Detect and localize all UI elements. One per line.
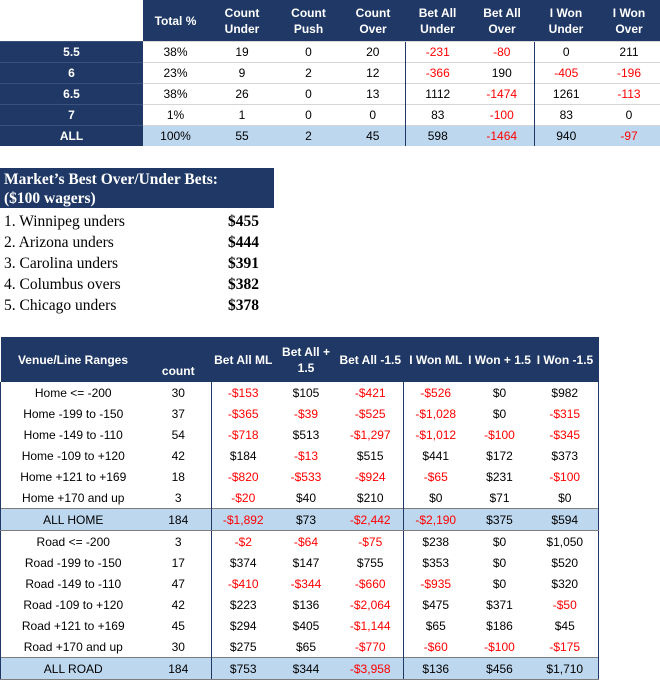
venue-value: $45 (532, 615, 599, 636)
venue-value: $373 (532, 445, 599, 466)
venue-value: $0 (492, 406, 507, 421)
venue-value: $320 (532, 573, 599, 594)
venue-value: $0 (532, 487, 599, 509)
venue-range-label: Home -199 to -150 (1, 403, 146, 424)
venue-range-label: Road -109 to +120 (1, 594, 146, 615)
summary-line-label: 6.5 (0, 84, 143, 105)
summary-row (0, 105, 660, 126)
venue-value: -$820 (212, 466, 275, 487)
over-under-summary-table (0, 0, 660, 146)
venue-value: $0 (492, 385, 507, 400)
summary-cell: 83 (405, 105, 470, 126)
summary-cell: 0 (598, 105, 660, 126)
venue-row (1, 594, 599, 615)
venue-value: -$64 (293, 534, 319, 549)
venue-value: $1,710 (532, 658, 599, 680)
header-i-won-over: I Won Over (598, 0, 660, 42)
market-bet-amount: $444 (228, 233, 259, 251)
summary-cell: -100 (470, 105, 534, 126)
venue-value: -$1,297 (349, 427, 391, 442)
venue-value: -$100 (484, 427, 515, 442)
venue-value: -$345 (532, 424, 599, 445)
market-bet-amount: $382 (228, 275, 259, 293)
venue-value: $275 (212, 636, 275, 658)
venue-range-label: ALL ROAD (1, 658, 146, 680)
venue-value: $0 (404, 487, 468, 509)
summary-line-label: ALL (0, 126, 143, 147)
venue-value: -$526 (404, 382, 468, 403)
market-bet-label: 1. Winnipeg unders (4, 212, 125, 230)
summary-line-label: 6 (0, 63, 143, 84)
venue-count: 184 (146, 509, 212, 531)
venue-value: -$2,190 (404, 509, 468, 531)
venue-value: $475 (404, 594, 468, 615)
market-best-bets-list (0, 211, 274, 316)
summary-cell: 55 (208, 126, 276, 147)
venue-value: -$315 (532, 403, 599, 424)
venue-value: $371 (486, 597, 513, 612)
summary-cell: -113 (598, 84, 660, 105)
venue-count: 47 (171, 576, 185, 591)
venue-range-label: Road -199 to -150 (1, 552, 146, 573)
venue-value: -$344 (290, 576, 322, 591)
venue-value: -$2,442 (338, 509, 404, 531)
venue-value: $982 (532, 382, 599, 403)
market-bet-label: 2. Arizona unders (4, 233, 114, 251)
venue-value: -$1,012 (404, 424, 468, 445)
summary-cell: 1% (143, 105, 208, 126)
venue-value: $105 (292, 385, 320, 400)
venue-value: $231 (486, 469, 513, 484)
summary-cell: 0 (276, 84, 341, 105)
venue-value: $210 (356, 490, 384, 505)
venue-value: -$65 (404, 466, 468, 487)
venue-range-label: Home +170 and up (1, 487, 146, 509)
venue-count: 3 (174, 534, 182, 549)
header-bet-all-plus-1-5: Bet All + 1.5 (275, 337, 338, 382)
summary-line-label: 5.5 (0, 42, 143, 63)
venue-value: -$525 (354, 406, 386, 421)
summary-cell: 1261 (534, 84, 598, 105)
summary-cell: 19 (208, 42, 276, 63)
venue-row (1, 531, 599, 553)
venue-value: $65 (295, 639, 317, 654)
venue-value: $71 (489, 490, 510, 505)
summary-cell: 100% (143, 126, 208, 147)
venue-value: -$410 (212, 573, 275, 594)
venue-total-row (1, 658, 599, 680)
summary-cell: 211 (598, 42, 660, 63)
venue-range-label: Home -109 to +120 (1, 445, 146, 466)
venue-value: -$50 (532, 594, 599, 615)
summary-cell: 0 (341, 105, 405, 126)
venue-header-row (1, 337, 599, 382)
venue-value: $405 (292, 618, 320, 633)
venue-value: -$39 (293, 406, 319, 421)
venue-value: $136 (292, 597, 320, 612)
venue-value: -$718 (212, 424, 275, 445)
header-i-won-ml: I Won ML (404, 337, 468, 382)
venue-total-row (1, 509, 599, 531)
venue-count: 17 (171, 555, 185, 570)
summary-row (0, 42, 660, 63)
venue-value: $374 (212, 552, 275, 573)
venue-row (1, 552, 599, 573)
header-count-under: Count Under (208, 0, 276, 42)
venue-row (1, 403, 599, 424)
summary-cell: 20 (341, 42, 405, 63)
venue-value: $515 (356, 448, 384, 463)
venue-value: $223 (212, 594, 275, 615)
market-bet-item (0, 232, 274, 253)
venue-value: -$153 (212, 382, 275, 403)
venue-value: -$13 (293, 448, 319, 463)
venue-value: -$2 (212, 531, 275, 553)
header-count-push: Count Push (276, 0, 341, 42)
summary-cell: -366 (405, 63, 470, 84)
venue-value: $520 (532, 552, 599, 573)
summary-cell: 45 (341, 126, 405, 147)
venue-value: $353 (404, 552, 468, 573)
venue-value: $0 (492, 576, 507, 591)
summary-cell: 0 (276, 105, 341, 126)
venue-row (1, 615, 599, 636)
venue-value: $136 (404, 658, 468, 680)
venue-row (1, 487, 599, 509)
venue-row (1, 445, 599, 466)
venue-value: $755 (356, 555, 384, 570)
header-venue-line-ranges: Venue/Line Ranges (1, 337, 146, 382)
market-best-bets-title (0, 168, 274, 208)
summary-cell: 1 (208, 105, 276, 126)
venue-range-label: Road +170 and up (1, 636, 146, 658)
venue-count: 30 (171, 639, 185, 654)
venue-count: 54 (171, 427, 185, 442)
venue-value: -$60 (404, 636, 468, 658)
market-bet-amount: $391 (228, 254, 259, 272)
venue-value: $172 (486, 448, 513, 463)
header-bet-all-ml: Bet All ML (212, 337, 275, 382)
venue-value: -$924 (354, 469, 386, 484)
market-bet-label: 5. Chicago unders (4, 296, 117, 314)
summary-cell: 940 (534, 126, 598, 147)
summary-cell: -196 (598, 63, 660, 84)
venue-range-label: Road <= -200 (1, 531, 146, 553)
venue-value: -$100 (484, 639, 515, 654)
venue-value: -$935 (404, 573, 468, 594)
summary-cell: 190 (470, 63, 534, 84)
venue-value: -$75 (358, 534, 383, 549)
summary-cell: 9 (208, 63, 276, 84)
market-bet-item (0, 211, 274, 232)
venue-row (1, 382, 599, 403)
venue-value: $456 (468, 658, 532, 680)
venue-value: $753 (212, 658, 275, 680)
venue-row (1, 466, 599, 487)
summary-cell: 2 (276, 126, 341, 147)
venue-row (1, 424, 599, 445)
venue-value: -$421 (354, 385, 386, 400)
market-bet-item (0, 253, 274, 274)
header-i-won-under: I Won Under (534, 0, 598, 42)
summary-cell: 0 (534, 42, 598, 63)
venue-count: 3 (174, 490, 182, 505)
venue-value: $238 (404, 531, 468, 553)
header-count: count (146, 337, 212, 382)
summary-total-row (0, 126, 660, 147)
summary-cell: -405 (534, 63, 598, 84)
market-bet-item (0, 295, 274, 316)
venue-range-label: Home +121 to +169 (1, 466, 146, 487)
market-bet-label: 3. Carolina unders (4, 254, 119, 272)
summary-cell: 38% (143, 84, 208, 105)
venue-value: $0 (492, 534, 507, 549)
venue-count: 42 (171, 448, 185, 463)
venue-line-ranges-table (0, 337, 599, 680)
venue-value: $375 (468, 509, 532, 531)
venue-value: $40 (295, 490, 317, 505)
venue-value: -$2,064 (349, 597, 391, 612)
venue-value: -$660 (354, 576, 386, 591)
venue-value: $513 (292, 427, 320, 442)
venue-count: 45 (171, 618, 185, 633)
venue-range-label: Home -149 to -110 (1, 424, 146, 445)
header-bet-all-under: Bet All Under (405, 0, 470, 42)
venue-value: $65 (404, 615, 468, 636)
header-i-won-plus-1-5: I Won + 1.5 (468, 337, 532, 382)
summary-cell: 1112 (405, 84, 470, 105)
market-title-line-1: Market’s Best Over/Under Bets: (4, 171, 218, 188)
summary-row (0, 84, 660, 105)
market-bet-item (0, 274, 274, 295)
venue-row (1, 573, 599, 594)
venue-value: $147 (292, 555, 320, 570)
venue-value: $184 (212, 445, 275, 466)
market-bet-amount: $378 (228, 296, 259, 314)
venue-value: $594 (532, 509, 599, 531)
summary-cell: -1474 (470, 84, 534, 105)
venue-value: $294 (212, 615, 275, 636)
market-title-line-2: ($100 wagers) (4, 190, 96, 207)
header-total-pct: Total % (143, 0, 208, 42)
summary-cell: 38% (143, 42, 208, 63)
venue-value: -$770 (354, 639, 386, 654)
summary-cell: 83 (534, 105, 598, 126)
venue-value: $344 (275, 658, 338, 680)
venue-count: 18 (171, 469, 185, 484)
venue-value: -$100 (532, 466, 599, 487)
summary-header-row (0, 0, 660, 42)
summary-cell: 23% (143, 63, 208, 84)
venue-range-label: Home <= -200 (1, 382, 146, 403)
venue-range-label: Road +121 to +169 (1, 615, 146, 636)
header-count-over: Count Over (341, 0, 405, 42)
venue-value: -$20 (212, 487, 275, 509)
venue-range-label: Road -149 to -110 (1, 573, 146, 594)
venue-count: 30 (171, 385, 185, 400)
venue-count: 42 (171, 597, 185, 612)
header-blank-cell (0, 0, 143, 42)
venue-row (1, 636, 599, 658)
summary-line-label: 7 (0, 105, 143, 126)
header-i-won-minus-1-5: I Won -1.5 (532, 337, 599, 382)
venue-value: -$533 (290, 469, 322, 484)
venue-range-label: ALL HOME (1, 509, 146, 531)
venue-value: $441 (404, 445, 468, 466)
header-bet-all-minus-1-5: Bet All -1.5 (338, 337, 404, 382)
venue-value: $186 (486, 618, 513, 633)
venue-value: -$175 (532, 636, 599, 658)
header-bet-all-over: Bet All Over (470, 0, 534, 42)
market-bet-label: 4. Columbus overs (4, 275, 121, 293)
venue-value: $1,050 (532, 531, 599, 553)
venue-value: -$1,144 (349, 618, 391, 633)
summary-cell: 13 (341, 84, 405, 105)
venue-count: 37 (171, 406, 185, 421)
summary-cell: 2 (276, 63, 341, 84)
summary-cell: -231 (405, 42, 470, 63)
summary-cell: -97 (598, 126, 660, 147)
summary-cell: -80 (470, 42, 534, 63)
summary-cell: 26 (208, 84, 276, 105)
venue-value: $73 (275, 509, 338, 531)
venue-count: 184 (146, 658, 212, 680)
market-bet-amount: $455 (228, 212, 259, 230)
summary-cell: 0 (276, 42, 341, 63)
venue-value: $0 (492, 555, 507, 570)
summary-cell: 12 (341, 63, 405, 84)
venue-value: -$3,958 (338, 658, 404, 680)
summary-row (0, 63, 660, 84)
venue-value: -$1,892 (212, 509, 275, 531)
venue-value: -$365 (212, 403, 275, 424)
summary-cell: -1464 (470, 126, 534, 147)
venue-value: -$1,028 (404, 403, 468, 424)
summary-cell: 598 (405, 126, 470, 147)
